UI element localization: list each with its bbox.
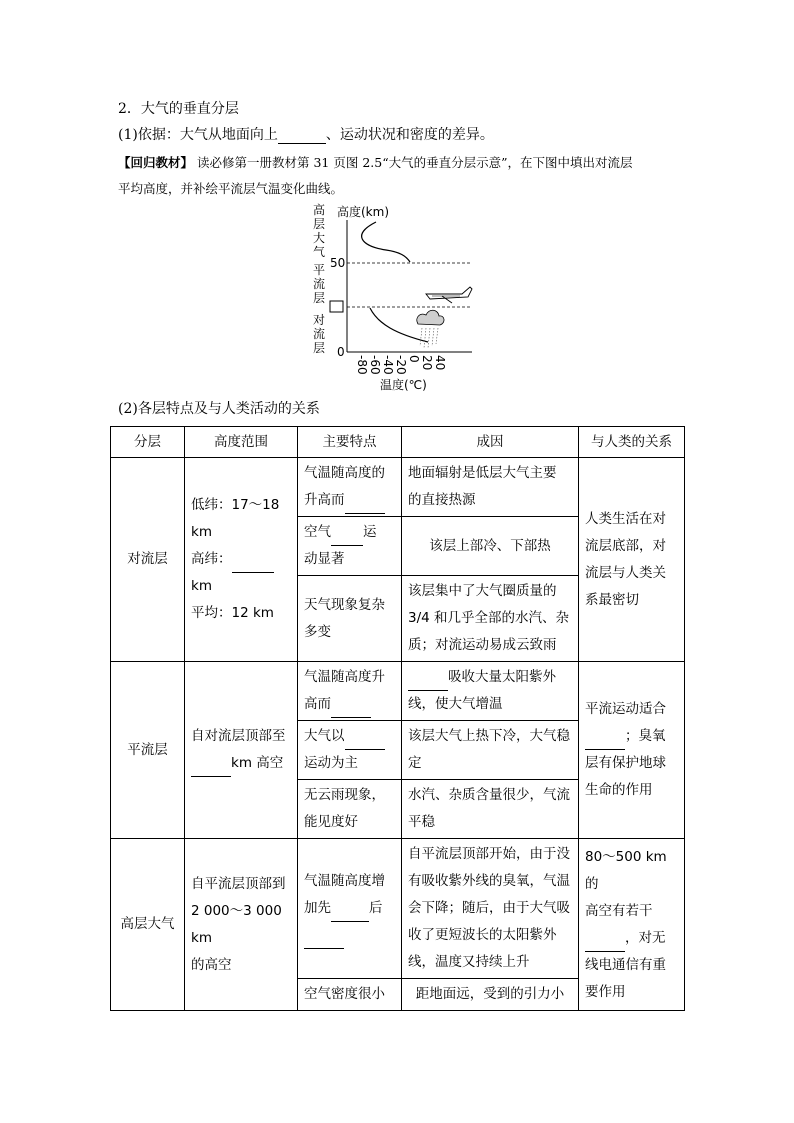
- troposphere-temperature-curve: [370, 308, 428, 342]
- range-text: km 高空: [231, 755, 284, 771]
- basis-line: [118, 124, 494, 144]
- range-upper: [185, 839, 298, 1011]
- range-line: 低纬：17～18: [191, 497, 280, 513]
- tick-50: 50: [330, 256, 346, 270]
- feature-text: 气温随高度升: [304, 669, 385, 685]
- header-relation: 与人类的关系: [579, 427, 685, 458]
- feature-text: 运动为主: [304, 755, 358, 771]
- feature-cell: [298, 517, 402, 576]
- x-tick-labels: [355, 355, 447, 375]
- range-trop: [185, 458, 298, 662]
- layer-label-trop: 对流层: [313, 313, 326, 355]
- layers-table: [110, 426, 685, 1011]
- feature-text: 无云雨现象，: [304, 787, 385, 803]
- feature-cell: [298, 839, 402, 979]
- relation-text: 流层底部，对: [585, 537, 666, 554]
- header-features: 主要特点: [298, 427, 402, 458]
- cause-text: 会下降；随后，由于大气吸: [408, 900, 570, 916]
- basis-prefix: (1)依据：大气从地面向上: [118, 127, 278, 143]
- range-line: 平均：12 km: [191, 605, 274, 621]
- feature-cell: [298, 780, 402, 839]
- airplane-icon: [426, 287, 472, 303]
- relation-text: [585, 723, 678, 750]
- answer-blank: [232, 558, 274, 573]
- answer-blank: [331, 703, 371, 718]
- answer-blank: [278, 129, 326, 144]
- answer-blank: [408, 676, 448, 691]
- answer-blank: [304, 934, 344, 949]
- section-heading: 2．大气的垂直分层: [118, 101, 239, 117]
- cause-text: [408, 664, 572, 691]
- relation-text: 层有保护地球: [585, 755, 666, 771]
- feature-text-part: 空气: [304, 524, 331, 540]
- answer-blank: [585, 937, 625, 952]
- feature-text: [304, 895, 395, 922]
- feature-cell: [298, 721, 402, 780]
- cause-text: 收了更短波长的太阳紫外: [408, 927, 557, 943]
- table-row: [111, 839, 685, 979]
- x-tick-label: -20: [394, 355, 408, 375]
- cause-text-part: 吸收大量太阳紫外: [448, 669, 556, 685]
- cause-text: 质；对流运动易成云致雨: [408, 637, 557, 653]
- feature-text: [304, 487, 395, 514]
- relation-text: 平流运动适合: [585, 701, 666, 717]
- relation-text: 人类生活在对: [585, 510, 666, 527]
- basis-suffix: 、运动状况和密度的差异。: [325, 127, 494, 143]
- table-row: [111, 458, 685, 517]
- feature-text-part: 升高而: [304, 492, 345, 508]
- range-line: km: [191, 524, 212, 540]
- feature-text: 气温随高度的: [304, 465, 385, 481]
- relation-trop: [579, 458, 685, 662]
- answer-blank: [345, 735, 385, 750]
- feature-cell: [298, 662, 402, 721]
- relation-text: 线电通信有重: [585, 956, 666, 973]
- cause-text: 3/4 和几乎全部的水汽、杂: [408, 610, 570, 626]
- range-line: [191, 546, 291, 573]
- answer-blank: [331, 907, 369, 922]
- review-line-1: [118, 153, 633, 171]
- cause-text: 定: [408, 755, 422, 771]
- x-tick-label: -40: [381, 355, 395, 375]
- x-axis-title: 温度(℃): [380, 378, 427, 392]
- range-line: [191, 750, 291, 777]
- cause-cell: 距地面远，受到的引力小: [402, 979, 579, 1011]
- relation-text-part: ，对无: [625, 929, 666, 946]
- feature-text: 能见度好: [304, 814, 358, 830]
- relation-text: 要作用: [585, 983, 626, 1000]
- cause-cell: [402, 780, 579, 839]
- feature-text-part: 后: [369, 900, 383, 916]
- answer-box: [330, 301, 343, 312]
- table-caption: (2)各层特点及与人类活动的关系: [118, 401, 320, 417]
- layer-name-strat: 平流层: [111, 662, 185, 839]
- cause-text: 自平流层顶部开始，由于没: [408, 846, 570, 862]
- review-line-2: 平均高度，并补绘平流层气温变化曲线。: [118, 181, 344, 196]
- x-tick-label: -80: [355, 355, 369, 375]
- cause-text: 线，使大气增温: [408, 696, 503, 712]
- layer-name-trop: 对流层: [111, 458, 185, 662]
- answer-blank: [331, 531, 363, 546]
- relation-strat: [579, 662, 685, 839]
- feature-text: 多变: [304, 623, 331, 640]
- feature-cell: [298, 458, 402, 517]
- range-strat: [185, 662, 298, 839]
- cause-cell: [402, 662, 579, 721]
- feature-text-part: 高而: [304, 696, 331, 712]
- range-line: km: [191, 578, 212, 594]
- feature-cell: 空气密度很小: [298, 979, 402, 1011]
- layer-name-upper: 高层大气: [111, 839, 185, 1011]
- x-tick-label: 40: [433, 355, 447, 371]
- feature-text: [304, 922, 395, 949]
- relation-text-part: ；臭氧: [625, 728, 666, 744]
- header-cause: 成因: [402, 427, 579, 458]
- cause-text: 线，温度又持续上升: [408, 954, 530, 970]
- cause-cell: [402, 576, 579, 662]
- y-axis-title: 高度(km): [337, 205, 390, 219]
- feature-text-part: 大气以: [304, 728, 345, 744]
- range-line: 的高空: [191, 956, 232, 973]
- rain-cloud-icon: [417, 310, 444, 348]
- relation-text: 流层与人类关: [585, 564, 666, 581]
- cause-text: 该层大气上热下冷，大气稳: [408, 728, 570, 744]
- review-tag: 【回归教材】: [118, 155, 194, 170]
- feature-text: 天气现象复杂: [304, 596, 385, 613]
- cause-text: 有吸收紫外线的臭氧，气温: [408, 873, 570, 889]
- feature-text: [304, 691, 395, 718]
- relation-upper: [579, 839, 685, 1011]
- cause-text: 的直接热源: [408, 492, 476, 508]
- upper-temperature-curve: [362, 222, 410, 262]
- layer-label-strat: 平流层: [313, 263, 326, 305]
- review-text-1: 读必修第一册教材第 31 页图 2.5“大气的垂直分层示意”，在下图中填出对流层: [197, 155, 633, 170]
- cause-cell: 该层上部冷、下部热: [402, 517, 579, 576]
- cause-cell: [402, 839, 579, 979]
- relation-text: 生命的作用: [585, 782, 653, 798]
- tick-0: 0: [337, 345, 345, 359]
- answer-blank: [191, 762, 231, 777]
- x-tick-label: -60: [368, 355, 382, 375]
- relation-text: 高空有若干: [585, 902, 653, 919]
- cause-text: 平稳: [408, 814, 435, 830]
- answer-blank: [585, 735, 625, 750]
- answer-blank: [345, 499, 385, 514]
- cause-text: 地面辐射是低层大气主要: [408, 465, 557, 481]
- feature-text-part: 加先: [304, 900, 331, 916]
- range-text: 高纬：: [191, 551, 232, 567]
- table-header-row: [111, 427, 685, 458]
- cause-text: 该层集中了大气圈质量的: [408, 583, 557, 599]
- table-row: [111, 662, 685, 721]
- atmosphere-diagram: [300, 196, 490, 396]
- layer-label-high: 高层大气: [313, 203, 326, 259]
- feature-text: 气温随高度增: [304, 873, 385, 889]
- x-tick-label: 20: [420, 355, 434, 371]
- header-range: 高度范围: [185, 427, 298, 458]
- range-line: 自对流层顶部至: [191, 728, 286, 744]
- header-layer: 分层: [111, 427, 185, 458]
- range-line: 2 000～3 000 km: [191, 902, 282, 946]
- feature-text-part: 运: [363, 524, 377, 540]
- cause-cell: [402, 458, 579, 517]
- cause-cell: [402, 721, 579, 780]
- cause-text: 水汽、杂质含量很少，气流: [408, 787, 570, 803]
- relation-text: 80～500 km 的: [585, 848, 667, 892]
- feature-text: [304, 519, 395, 546]
- relation-text: [585, 925, 678, 952]
- x-tick-label: 0: [407, 355, 421, 363]
- feature-text: [304, 723, 395, 750]
- relation-text: 系最密切: [585, 591, 639, 608]
- feature-text: 动显著: [304, 551, 345, 567]
- feature-cell: [298, 576, 402, 662]
- range-line: 自平流层顶部到: [191, 875, 286, 892]
